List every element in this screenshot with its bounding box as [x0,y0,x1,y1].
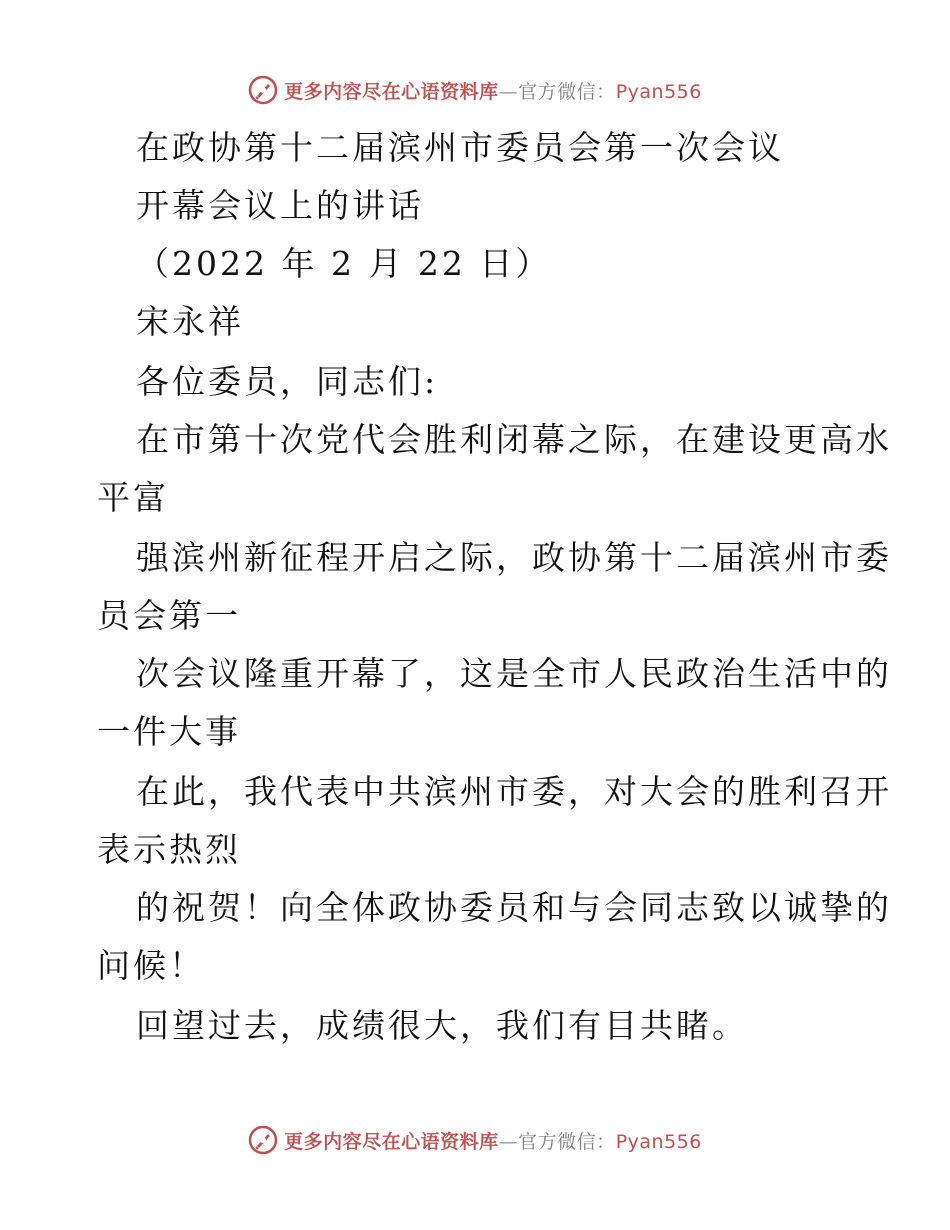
watermark-official-label: 官方微信： [518,80,616,103]
paragraph-3-wrap: 一件大事 [97,712,241,751]
paragraph-5-wrap: 问候！ [97,946,205,985]
watermark-main-text: 更多内容尽在心语资料库 [284,80,499,103]
paragraph-1-line: 在市第十次党代会胜利闭幕之际，在建设更高水 [136,420,892,459]
watermark-main-text: 更多内容尽在心语资料库 [284,1130,499,1153]
watermark-dash: — [498,80,519,103]
paragraph-4-wrap: 表示热烈 [97,830,241,869]
footer-watermark [0,1122,950,1158]
paragraph-3-line: 次会议隆重开幕了，这是全市人民政治生活中的 [136,654,892,693]
watermark-wechat-id: Pyan556 [615,1130,702,1153]
quill-pen-logo-icon [248,75,278,105]
paragraph-2-wrap: 员会第一 [97,596,241,635]
quill-pen-logo-icon [248,1125,278,1155]
paragraph-5-line: 的祝贺！向全体政协委员和与会同志致以诚挚的 [136,888,892,927]
watermark-official-label: 官方微信： [518,1130,616,1153]
title-line-1: 在政协第十二届滨州市委员会第一次会议 [136,128,784,167]
title-line-2: 开幕会议上的讲话 [136,186,424,225]
speech-date: （2022 年 2 月 22 日） [136,244,552,283]
watermark-dash: — [498,1130,519,1153]
watermark-wechat-id: Pyan556 [615,80,702,103]
salutation: 各位委员，同志们: [136,362,439,401]
header-watermark [0,72,950,108]
paragraph-4-line: 在此，我代表中共滨州市委，对大会的胜利召开 [136,772,892,811]
closing-sentence: 回望过去，成绩很大，我们有目共睹。 [136,1006,748,1045]
paragraph-2-line: 强滨州新征程开启之际，政协第十二届滨州市委 [136,538,892,577]
speaker-name: 宋永祥 [136,302,244,341]
paragraph-1-wrap: 平富 [97,478,169,517]
